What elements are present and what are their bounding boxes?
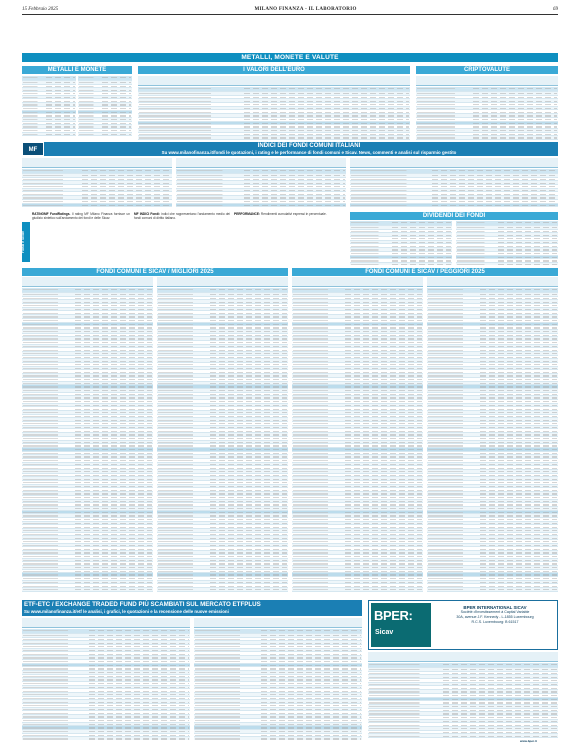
table-row xyxy=(22,588,153,592)
peggiori-banner: FONDI COMUNI E SICAV / PEGGIORI 2025 xyxy=(292,268,558,276)
rating-lead: RATINGMF FundRatings. xyxy=(32,212,71,216)
bper-line2: 30A, avenue J.F. Kennedy - L-1855 Luxembourg xyxy=(456,615,534,619)
indici-table-right xyxy=(350,158,558,208)
peggiori-table-a xyxy=(292,277,423,597)
newspaper-section-title: MILANO FINANZA - IL LABORATORIO xyxy=(254,6,357,12)
table-row xyxy=(350,204,558,208)
rating-explanation xyxy=(32,212,130,262)
bper-url: www.bper.it xyxy=(520,739,537,743)
table-row xyxy=(176,204,346,208)
indici-table-left xyxy=(22,158,172,208)
migliori-b-rows xyxy=(157,288,288,592)
bper-info xyxy=(435,605,555,625)
indici-lead: MF INDICI Fondi: xyxy=(134,212,161,216)
table-row xyxy=(138,136,410,140)
bper-prices-table xyxy=(368,652,558,738)
dividendi-right-rows xyxy=(456,221,558,265)
etf-table-left xyxy=(22,618,190,740)
table-row xyxy=(368,734,558,738)
rating-body: Il rating MF Milano Finanza fornisce un giudizio sintetico sull'andamento dei fondi e delle Sicav. xyxy=(32,212,130,221)
metalli-banner: METALLI E MONETE xyxy=(22,66,132,74)
page-number: 69 xyxy=(552,6,558,12)
bper-advert xyxy=(368,600,558,650)
bper-line3: R.C.S. Luxembourg: B 61517 xyxy=(471,620,519,624)
bper-prices-header xyxy=(368,652,558,662)
monete-rows xyxy=(78,76,132,136)
peggiori-a-header xyxy=(292,277,423,287)
migliori-table-b xyxy=(157,277,288,597)
etf-right-header xyxy=(194,618,362,628)
bper-brand: BPER: xyxy=(374,608,413,623)
dividendi-table-left xyxy=(350,221,452,265)
etf-title: ETF-ETC / EXCHANGE TRADED FUND PIÙ SCAMBIATI SUL MERCATO ETFPLUS xyxy=(24,601,261,608)
table-row xyxy=(416,136,558,140)
table-row xyxy=(194,737,362,740)
indici-right-header xyxy=(350,158,558,168)
fondi-subtitle: Su www.milanofinanza.it/fondi le quotazioni, i rating e le performance di fondi comuni e Sicav. News, commenti e analisi sul risparmio gestito xyxy=(161,150,457,155)
etf-table-right xyxy=(194,618,362,740)
indici-table-mid xyxy=(176,158,346,208)
valori-euro-header xyxy=(138,76,410,86)
table-row xyxy=(157,588,288,592)
fondi-side-tab: Fondi e Sicav xyxy=(22,222,30,262)
cripto-banner: CRIPTOVALUTE xyxy=(416,66,558,74)
migliori-a-rows xyxy=(22,288,153,592)
etf-subtitle: Su www.milanofinanza.it/etf le analisi, i grafici, le quotazioni e la recensione delle nuove emissioni xyxy=(24,609,229,614)
table-row xyxy=(22,204,172,208)
bper-logo xyxy=(371,603,431,647)
migliori-table-a xyxy=(22,277,153,597)
etf-left-header xyxy=(22,618,190,628)
valori-euro-rows xyxy=(138,87,410,140)
bper-prices-rows xyxy=(368,663,558,738)
bper-product: Sicav xyxy=(375,629,394,636)
performance-explanation xyxy=(234,212,346,262)
valori-euro-table xyxy=(138,76,410,140)
dividendi-left-rows xyxy=(350,221,452,265)
migliori-a-header xyxy=(22,277,153,287)
page-masthead xyxy=(22,5,558,15)
fondi-title: INDICI DEI FONDI COMUNI ITALIANI xyxy=(257,143,361,149)
etf-left-rows xyxy=(22,629,190,740)
cripto-table xyxy=(416,76,558,140)
peggiori-table-b xyxy=(427,277,558,597)
dividendi-banner: DIVIDENDI DEI FONDI xyxy=(350,212,558,220)
indici-mid-header xyxy=(176,158,346,168)
table-row xyxy=(427,588,558,592)
indici-right-rows xyxy=(350,169,558,207)
performance-body: Rendimenti cumulativi espressi in percentuale. xyxy=(260,212,327,216)
metalli-table xyxy=(22,76,76,140)
indici-explanation xyxy=(134,212,230,262)
migliori-b-header xyxy=(157,277,288,287)
etf-right-rows xyxy=(194,629,362,740)
table-row xyxy=(292,588,423,592)
bper-line1: Société d'Investissement à Capital Variable xyxy=(460,610,530,614)
cripto-header xyxy=(416,76,558,86)
performance-lead: PERFORMANCE: xyxy=(234,212,261,216)
metalli-rows xyxy=(22,76,76,136)
peggiori-b-rows xyxy=(427,288,558,592)
peggiori-a-rows xyxy=(292,288,423,592)
monete-table xyxy=(78,76,132,140)
table-row xyxy=(350,263,452,265)
table-row xyxy=(22,133,76,137)
indici-left-rows xyxy=(22,169,172,207)
dividendi-table-right xyxy=(456,221,558,265)
table-row xyxy=(456,263,558,265)
indici-mid-rows xyxy=(176,169,346,207)
fondi-banner xyxy=(22,142,558,156)
table-row xyxy=(78,133,132,137)
mf-logo: MF xyxy=(22,142,44,156)
cripto-rows xyxy=(416,87,558,140)
table-row xyxy=(22,737,190,740)
section-banner: METALLI, MONETE E VALUTE xyxy=(22,53,558,62)
issue-date: 15 Febbraio 2025 xyxy=(22,6,59,12)
indici-body: indici che rappresentano l'andamento medio dei fondi comuni di diritto italiano. xyxy=(134,212,231,221)
indici-left-header xyxy=(22,158,172,168)
migliori-banner: FONDI COMUNI E SICAV / MIGLIORI 2025 xyxy=(22,268,288,276)
peggiori-b-header xyxy=(427,277,558,287)
etf-banner xyxy=(22,600,362,616)
valori-euro-banner: I VALORI DELL'EURO xyxy=(138,66,410,74)
bper-name: BPER INTERNATIONAL SICAV xyxy=(463,605,527,610)
